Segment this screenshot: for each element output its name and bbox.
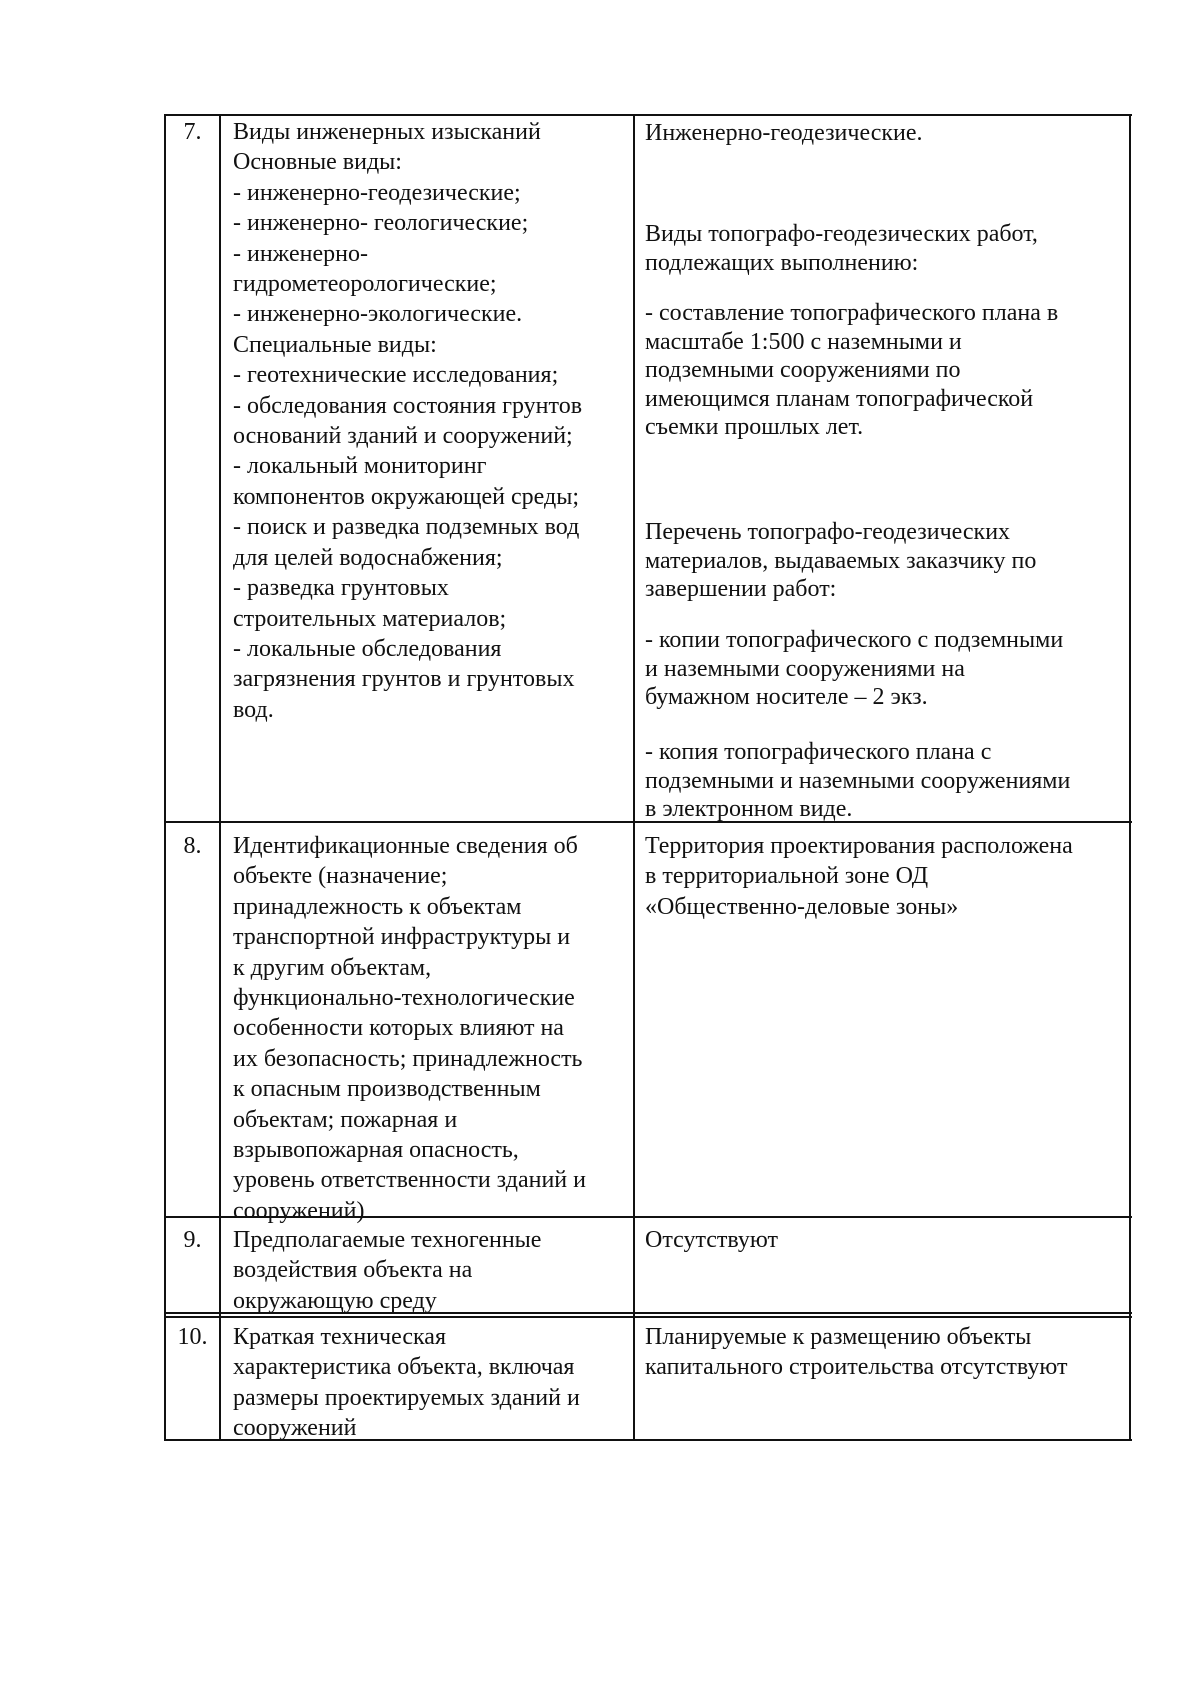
row-7-value-paragraph-5: - копии топографического с подземными и наземными сооружениями на бумажном носителе – 2 экз.	[645, 627, 1064, 710]
table-border-middle-column	[633, 114, 635, 1441]
row-7-value-paragraph-2: Виды топографо-геодезических работ, подлежащих выполнению:	[645, 221, 1038, 276]
table-border-top	[164, 114, 1132, 116]
row-10-value: Планируемые к размещению объекты капитального строительства отсутствуют	[645, 1324, 1068, 1381]
row-7-value-paragraph-1: Инженерно-геодезические.	[645, 120, 923, 146]
table-border-right	[1129, 114, 1131, 1441]
row-7-value-paragraph-6: - копия топографического плана с подземными и наземными сооружениями в электронном виде.	[645, 739, 1071, 822]
row-10-parameter: Краткая техническая характеристика объекта, включая размеры проектируемых зданий и сооружений	[233, 1324, 580, 1442]
row-9-parameter: Предполагаемые техногенные воздействия объекта на окружающую среду	[233, 1227, 542, 1314]
row-10-number: 10.	[177, 1324, 208, 1350]
row-8-number: 8.	[183, 833, 202, 859]
row-8-parameter: Идентификационные сведения об объекте (назначение; принадлежность к объектам транспортной инфраструктуры и к другим объектам, функционально-технологические особенности которых влияют на их безопасность; принадлежность к опасным производственным объектам; пожарная и взрывопожарная опасность, уровень ответственности зданий и сооружений)	[233, 833, 586, 1224]
row-7-value-paragraph-3: - составление топографического плана в масштабе 1:500 с наземными и подземными сооружениями по имеющимся планам топографической съемки прошлых лет.	[645, 300, 1059, 440]
table-border-row-9-10-second	[164, 1316, 1132, 1318]
row-7-parameter: Виды инженерных изысканий Основные виды: - инженерно-геодезические; - инженерно- геологические; - инженерно- гидрометеорологические; - инженерно-экологические. Специальные виды: - геотехнические исследования; - обследования состояния грунтов оснований зданий и сооружений; - локальный мониторинг компонентов окружающей среды; - поиск и разведка подземных вод для целей водоснабжения; - разведка грунтовых строительных материалов; - локальные обследования загрязнения грунтов и грунтовых вод.	[233, 119, 583, 723]
row-8-value: Территория проектирования расположена в территориальной зоне ОД «Общественно-деловые зоны»	[645, 833, 1073, 920]
row-9-number: 9.	[183, 1227, 202, 1253]
row-7-value-paragraph-4: Перечень топографо-геодезических материалов, выдаваемых заказчику по завершении работ:	[645, 519, 1037, 602]
row-9-value: Отсутствуют	[645, 1227, 778, 1253]
row-7-number: 7.	[183, 119, 202, 145]
